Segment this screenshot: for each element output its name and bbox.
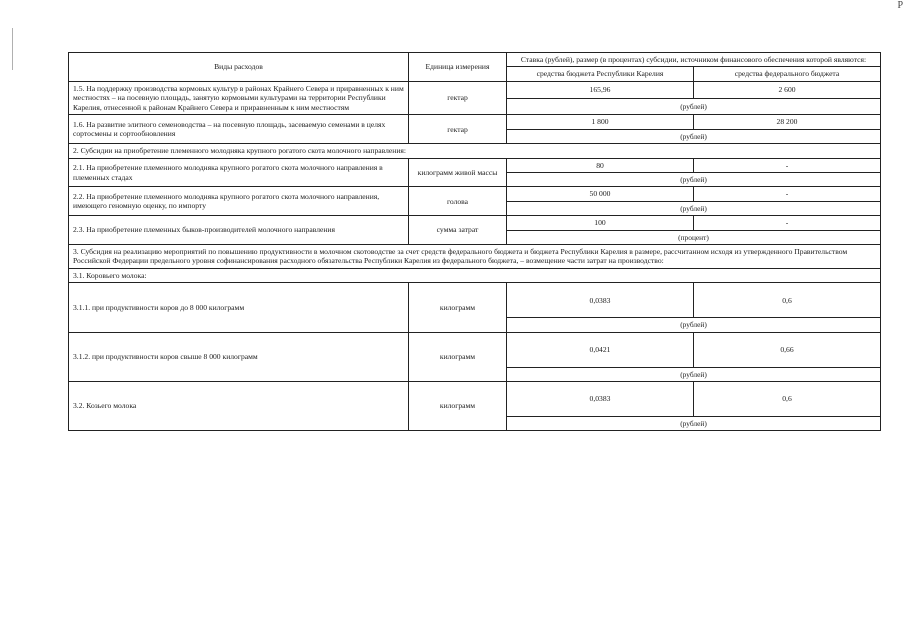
row-republic-value: 50 000 — [507, 187, 694, 201]
row-note: (рублей) — [507, 201, 881, 215]
row-republic-value: 1 800 — [507, 115, 694, 129]
row-note: (процент) — [507, 230, 881, 244]
row-note: (рублей) — [507, 98, 881, 115]
row-unit: килограмм живой массы — [409, 158, 507, 187]
row-name: 2.2. На приобретение племенного молодняка крупного рогатого скота молочного направления, имеющего геномную оценку, по импорту — [69, 187, 409, 216]
row-note: (рублей) — [507, 318, 881, 332]
row-unit: гектар — [409, 81, 507, 114]
row-name: 2.1. На приобретение племенного молодняка крупного рогатого скота молочного направления в племенных стадах — [69, 158, 409, 187]
row-name: 3.1.2. при продуктивности коров свыше 8 000 килограмм — [69, 332, 409, 381]
header-rate-group: Ставка (рублей), размер (в процентах) субсидии, источником финансового обеспечения которой являются: — [507, 53, 881, 67]
row-unit: гектар — [409, 115, 507, 144]
row-republic-value: 100 — [507, 216, 694, 230]
row-unit: килограмм — [409, 381, 507, 430]
row-federal-value: 0,6 — [694, 381, 881, 416]
row-name: 3.2. Козьего молока — [69, 381, 409, 430]
row-republic-value: 165,96 — [507, 81, 694, 98]
row-unit: килограмм — [409, 332, 507, 381]
row-name: 1.6. На развитие элитного семеноводства – на посевную площадь, засеваемую семенами в целях сортосмены и сортообновления — [69, 115, 409, 144]
table-row — [69, 381, 881, 416]
table-section-row — [69, 268, 881, 282]
subsidy-rates-table — [68, 52, 881, 431]
row-name: 2.3. На приобретение племенных быков-производителей молочного направления — [69, 216, 409, 245]
row-federal-value: 0,6 — [694, 283, 881, 318]
table-row — [69, 283, 881, 318]
row-republic-value: 0,0383 — [507, 381, 694, 416]
table-row — [69, 187, 881, 201]
row-federal-value: - — [694, 187, 881, 201]
row-name: 1.5. На поддержку производства кормовых культур в районах Крайнего Севера и приравненных к ним местностях – на посевную площадь, занятую кормовыми культурами на территории Республики Карелия, отнесенной к районам Крайнего Севера и приравненным к ним местностям — [69, 81, 409, 114]
row-note: (рублей) — [507, 173, 881, 187]
row-federal-value: 2 600 — [694, 81, 881, 98]
table-row — [69, 216, 881, 230]
page-edge-mark-left — [12, 28, 13, 70]
row-name: 3.1.1. при продуктивности коров до 8 000 килограмм — [69, 283, 409, 332]
row-republic-value: 80 — [507, 158, 694, 172]
table-row — [69, 332, 881, 367]
row-unit: сумма затрат — [409, 216, 507, 245]
row-federal-value: - — [694, 216, 881, 230]
row-note: (рублей) — [507, 416, 881, 430]
row-republic-value: 0,0421 — [507, 332, 694, 367]
header-expenses: Виды расходов — [69, 53, 409, 82]
row-federal-value: - — [694, 158, 881, 172]
table-row — [69, 115, 881, 129]
row-federal-value: 0,66 — [694, 332, 881, 367]
page-edge-mark-right: Р — [897, 0, 903, 11]
section-title: 3.1. Коровьего молока: — [69, 268, 881, 282]
row-note: (рублей) — [507, 129, 881, 143]
table-section-row — [69, 144, 881, 158]
row-republic-value: 0,0383 — [507, 283, 694, 318]
section-title: 2. Субсидии на приобретение племенного молодняка крупного рогатого скота молочного направления: — [69, 144, 881, 158]
header-federal-budget: средства федерального бюджета — [694, 67, 881, 81]
row-unit: голова — [409, 187, 507, 216]
table-section-row — [69, 244, 881, 268]
section-title: 3. Субсидия на реализацию мероприятий по повышению продуктивности в молочном скотоводстве за счет средств федерального бюджета и бюджета Республики Карелия в размере, рассчитанном исходя из утвержденного Правительством Российской Федерации предельного уровня софинансирования расходного обязательства Республики Карелия из федерального бюджета, – возмещение части затрат на производство: — [69, 244, 881, 268]
header-republic-budget: средства бюджета Республики Карелия — [507, 67, 694, 81]
table-header-row — [69, 53, 881, 67]
row-note: (рублей) — [507, 367, 881, 381]
row-unit: килограмм — [409, 283, 507, 332]
header-unit: Единица измерения — [409, 53, 507, 82]
row-federal-value: 28 200 — [694, 115, 881, 129]
table-row — [69, 81, 881, 98]
table-row — [69, 158, 881, 172]
